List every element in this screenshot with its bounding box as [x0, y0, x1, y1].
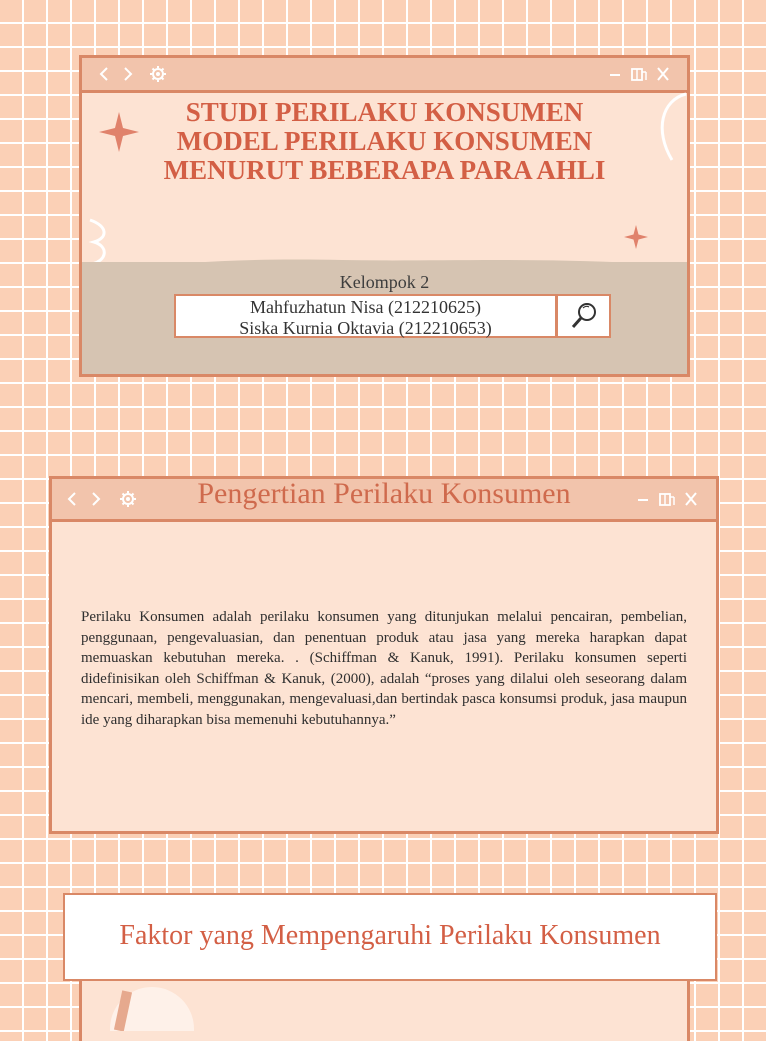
title-line: MODEL PERILAKU KONSUMEN [176, 126, 593, 156]
title-line: STUDI PERILAKU KONSUMEN [185, 97, 584, 127]
title-window-titlebar [82, 58, 687, 93]
window-controls [632, 483, 708, 515]
sparkle-icon [622, 223, 650, 251]
section-title: Pengertian Perilaku Konsumen [197, 477, 571, 510]
definition-window-titlebar [52, 479, 716, 522]
restore-icon[interactable] [632, 69, 646, 80]
members-box[interactable] [174, 294, 557, 338]
definition-paragraph: Perilaku Konsumen adalah perilaku konsumen yang ditunjukan melalui pencairan, pembelian, penggunaan, pengevaluasian, dan penentuan produk atau jasa yang mereka harapkan dapat memuaskan kebutuhan mereka. . (Schiffman & Kanuk, 1991). Perilaku konsumen seperti didefinisikan oleh Schiffman & Kanuk, (2000), adalah “proses yang dilalui oleh seseorang dalam mencari, membeli, menggunakan, mengevaluasi,dan bertindak pasca konsumsi produk, jasa maupun ide yang diharapkan bisa memenuhi kebutuhannya.” [81, 609, 687, 728]
nav-icons [96, 58, 152, 90]
close-icon[interactable] [686, 493, 696, 505]
window-controls [604, 58, 680, 90]
title-window [79, 55, 690, 377]
next-window-peek [79, 981, 690, 1041]
faktor-heading: Faktor yang Mempengaruhi Perilaku Konsumen [63, 893, 717, 981]
gear-icon[interactable] [146, 58, 170, 90]
back-icon[interactable] [101, 68, 107, 80]
member-name: Siska Kurnia Oktavia (212210653) [239, 318, 492, 338]
group-label: Kelompok 2 [339, 272, 430, 292]
page-title [102, 98, 667, 185]
search-button[interactable] [556, 294, 611, 338]
forward-icon[interactable] [125, 68, 131, 80]
member-name: Mahfuzhatun Nisa (212210625) [250, 297, 481, 317]
definition-window [49, 476, 719, 834]
close-icon[interactable] [658, 68, 668, 80]
title-line: MENURUT BEBERAPA PARA AHLI [163, 155, 606, 185]
restore-icon[interactable] [660, 494, 674, 505]
search-icon [558, 296, 609, 336]
